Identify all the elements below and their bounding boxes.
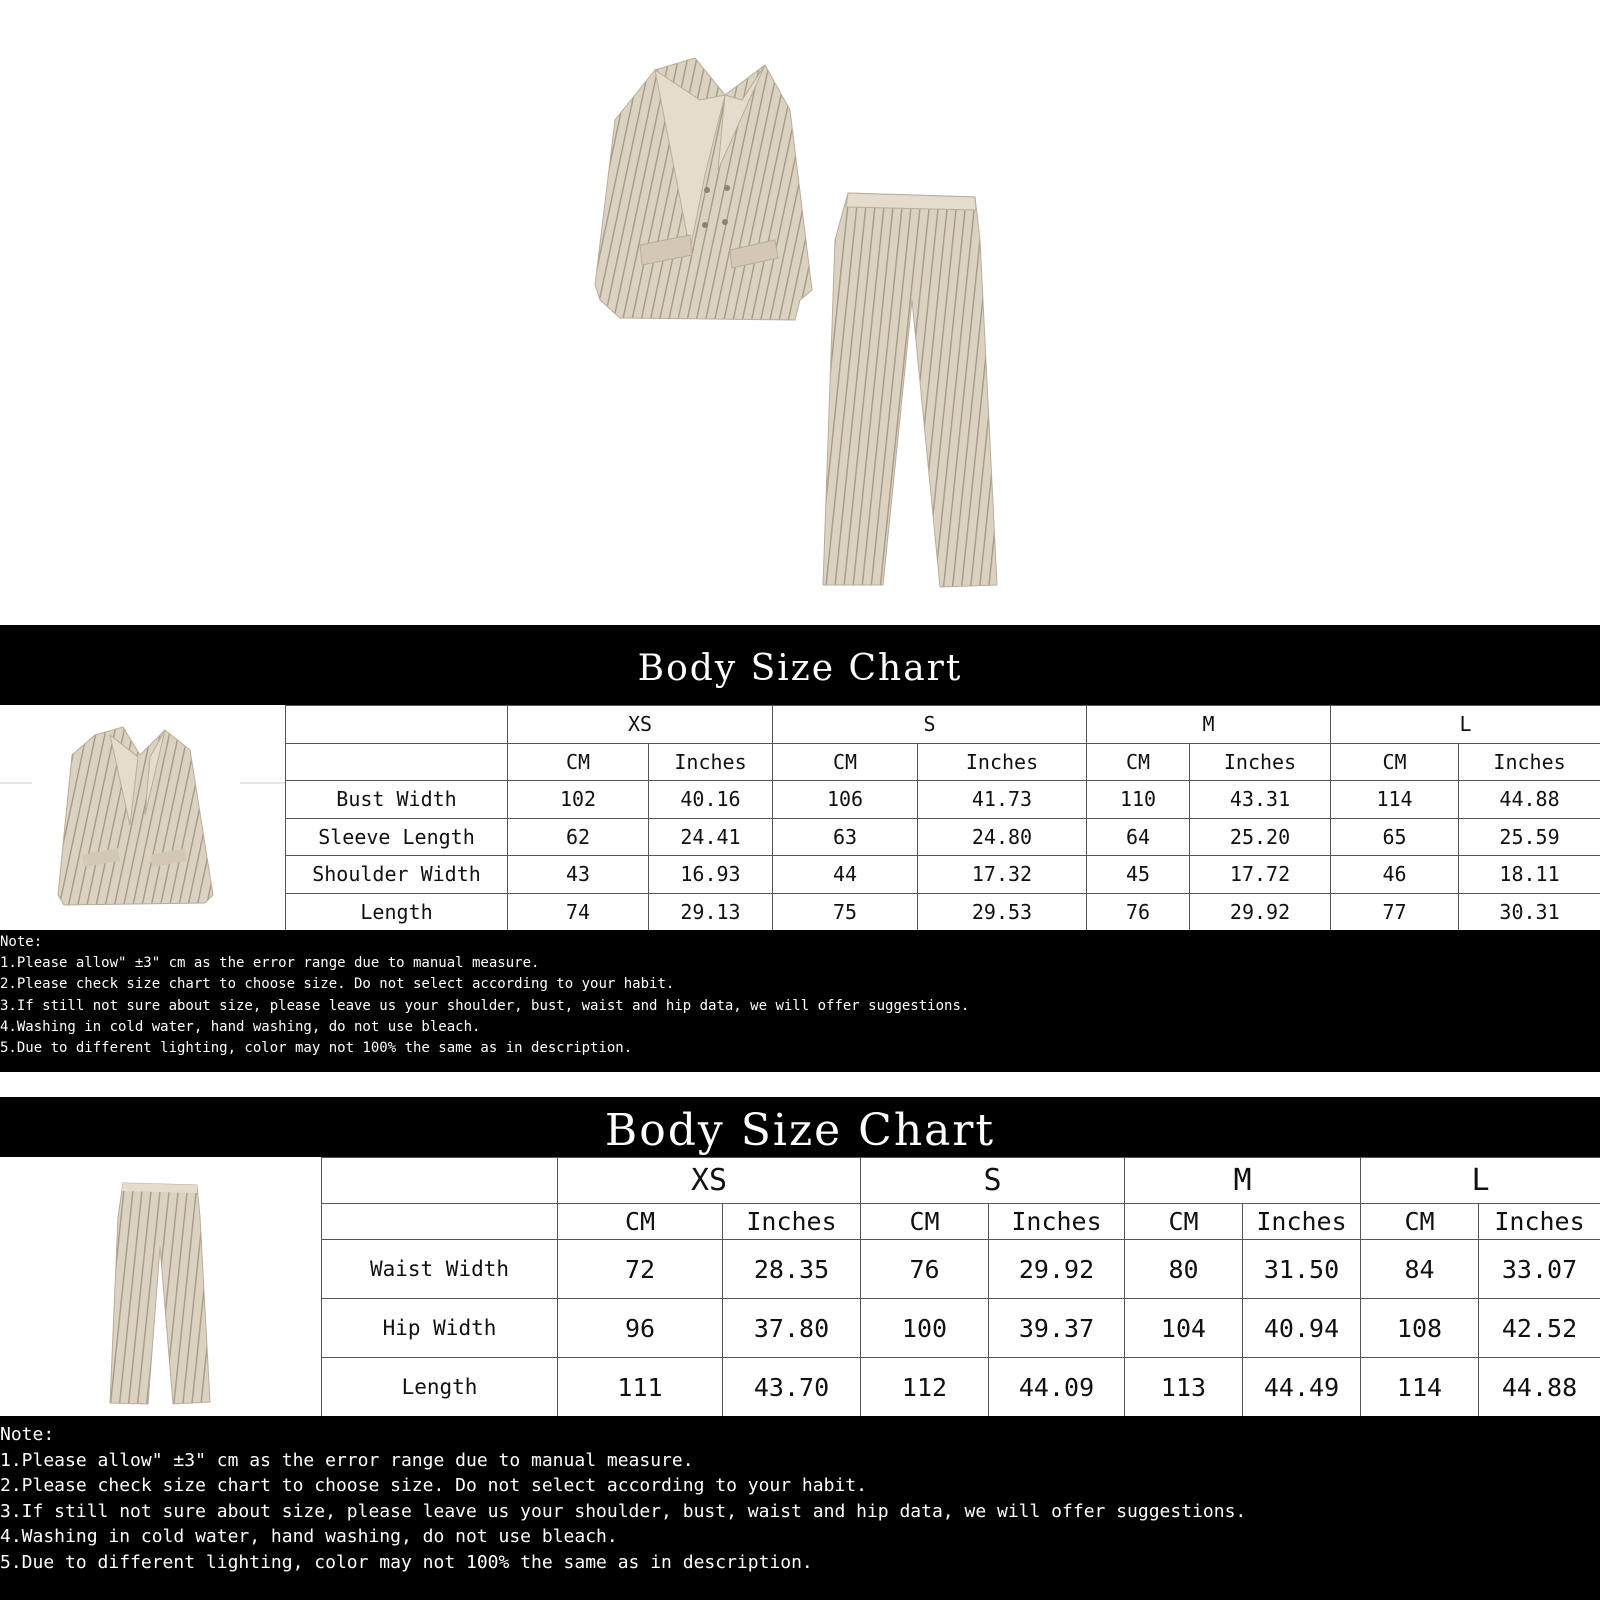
unit-header: Inches (1190, 743, 1331, 781)
unit-header: Inches (649, 743, 773, 781)
cell: 45 (1087, 856, 1190, 894)
row-label: Waist Width (322, 1240, 558, 1299)
note-line: 2.Please check size chart to choose size. Do not select according to your habit. (0, 976, 675, 993)
cell: 40.94 (1243, 1299, 1361, 1358)
cell: 114 (1331, 781, 1459, 819)
corner-cell (322, 1158, 558, 1204)
table-row (286, 856, 1600, 894)
corner-cell (286, 743, 508, 781)
size-header: L (1361, 1158, 1600, 1204)
cell: 29.13 (649, 893, 773, 931)
cell: 17.72 (1190, 856, 1331, 894)
cell: 64 (1087, 818, 1190, 856)
cell: 108 (1361, 1299, 1479, 1358)
note-line: 5.Due to different lighting, color may not 100% the same as in description. (0, 1040, 633, 1057)
note-line: 1.Please allow" ±3" cm as the error range due to manual measure. (0, 1449, 694, 1471)
cell: 46 (1331, 856, 1459, 894)
cell: 44.49 (1243, 1358, 1361, 1417)
note-line: Note: (0, 934, 43, 950)
cell: 84 (1361, 1240, 1479, 1299)
cell: 16.93 (649, 856, 773, 894)
cell: 44.09 (989, 1358, 1125, 1417)
size-header: L (1331, 706, 1600, 744)
row-label: Sleeve Length (286, 818, 508, 856)
size-header: XS (508, 706, 773, 744)
unit-header: Inches (1459, 743, 1600, 781)
cell: 29.92 (1190, 893, 1331, 931)
cell: 33.07 (1479, 1240, 1600, 1299)
cell: 65 (1331, 818, 1459, 856)
size-header: XS (558, 1158, 861, 1204)
cell: 113 (1125, 1358, 1243, 1417)
cell: 29.53 (918, 893, 1087, 931)
cell: 24.80 (918, 818, 1087, 856)
row-label: Bust Width (286, 781, 508, 819)
blazer-thumbnail (0, 705, 285, 930)
cell: 43.31 (1190, 781, 1331, 819)
cell: 96 (558, 1299, 723, 1358)
unit-header: CM (508, 743, 649, 781)
unit-header: CM (1087, 743, 1190, 781)
row-label: Length (286, 893, 508, 931)
cell: 29.92 (989, 1240, 1125, 1299)
corner-cell (286, 706, 508, 744)
note-line: 4.Washing in cold water, hand washing, do not use bleach. (0, 1018, 481, 1035)
row-label: Length (322, 1358, 558, 1417)
cell: 72 (558, 1240, 723, 1299)
cell: 25.59 (1459, 818, 1600, 856)
cell: 44 (773, 856, 918, 894)
cell: 18.11 (1459, 856, 1600, 894)
table-row (286, 781, 1600, 819)
cell: 43 (508, 856, 649, 894)
cell: 80 (1125, 1240, 1243, 1299)
cell: 104 (1125, 1299, 1243, 1358)
cell: 63 (773, 818, 918, 856)
corner-cell (322, 1204, 558, 1240)
trousers-illustration (823, 193, 997, 587)
cell: 37.80 (723, 1299, 861, 1358)
table-row (322, 1240, 1600, 1299)
cell: 41.73 (918, 781, 1087, 819)
note-line: 3.If still not sure about size, please leave us your shoulder, bust, waist and hip data, we will offer suggestions. (0, 997, 970, 1014)
bottom-chart-title: Body Size Chart (0, 1097, 1600, 1157)
unit-header: CM (1331, 743, 1459, 781)
trousers-thumbnail (0, 1157, 321, 1416)
cell: 30.31 (1459, 893, 1600, 931)
top-notes (0, 930, 1600, 1072)
size-header: M (1087, 706, 1331, 744)
blazer-illustration (595, 58, 812, 320)
unit-header: CM (1125, 1204, 1243, 1240)
note-line: 4.Washing in cold water, hand washing, do not use bleach. (0, 1526, 618, 1547)
cell: 112 (861, 1358, 989, 1417)
table-row (286, 818, 1600, 856)
size-header: M (1125, 1158, 1361, 1204)
row-label: Shoulder Width (286, 856, 508, 894)
cell: 75 (773, 893, 918, 931)
product-photo (0, 0, 1600, 625)
cell: 62 (508, 818, 649, 856)
table-row (322, 1299, 1600, 1358)
cell: 25.20 (1190, 818, 1331, 856)
cell: 102 (508, 781, 649, 819)
cell: 31.50 (1243, 1240, 1361, 1299)
unit-header: Inches (989, 1204, 1125, 1240)
cell: 40.16 (649, 781, 773, 819)
note-line: Note: (0, 1424, 55, 1445)
cell: 39.37 (989, 1299, 1125, 1358)
note-line: 1.Please allow" ±3" cm as the error range due to manual measure. (0, 955, 540, 972)
cell: 44.88 (1479, 1358, 1600, 1417)
size-header: S (861, 1158, 1125, 1204)
cell: 17.32 (918, 856, 1087, 894)
cell: 77 (1331, 893, 1459, 931)
cell: 76 (1087, 893, 1190, 931)
unit-header: Inches (918, 743, 1087, 781)
note-line: 5.Due to different lighting, color may not 100% the same as in description. (0, 1551, 813, 1573)
cell: 74 (508, 893, 649, 931)
top-size-table (285, 705, 1600, 931)
unit-header: CM (861, 1204, 989, 1240)
unit-header: CM (773, 743, 918, 781)
unit-header: Inches (1243, 1204, 1361, 1240)
cell: 76 (861, 1240, 989, 1299)
cell: 44.88 (1459, 781, 1600, 819)
table-row (286, 893, 1600, 931)
cell: 111 (558, 1358, 723, 1417)
note-line: 3.If still not sure about size, please leave us your shoulder, bust, waist and hip data, we will offer suggestions. (0, 1500, 1247, 1522)
row-label: Hip Width (322, 1299, 558, 1358)
size-header: S (773, 706, 1087, 744)
top-chart-title: Body Size Chart (0, 625, 1600, 705)
table-row (322, 1358, 1600, 1417)
cell: 110 (1087, 781, 1190, 819)
cell: 100 (861, 1299, 989, 1358)
cell: 106 (773, 781, 918, 819)
unit-header: Inches (723, 1204, 861, 1240)
unit-header: CM (558, 1204, 723, 1240)
bottom-notes (0, 1416, 1600, 1600)
unit-header: Inches (1479, 1204, 1600, 1240)
cell: 24.41 (649, 818, 773, 856)
cell: 28.35 (723, 1240, 861, 1299)
note-line: 2.Please check size chart to choose size. Do not select according to your habit. (0, 1475, 867, 1496)
unit-header: CM (1361, 1204, 1479, 1240)
cell: 42.52 (1479, 1299, 1600, 1358)
cell: 43.70 (723, 1358, 861, 1417)
bottom-size-table (321, 1157, 1600, 1417)
cell: 114 (1361, 1358, 1479, 1417)
